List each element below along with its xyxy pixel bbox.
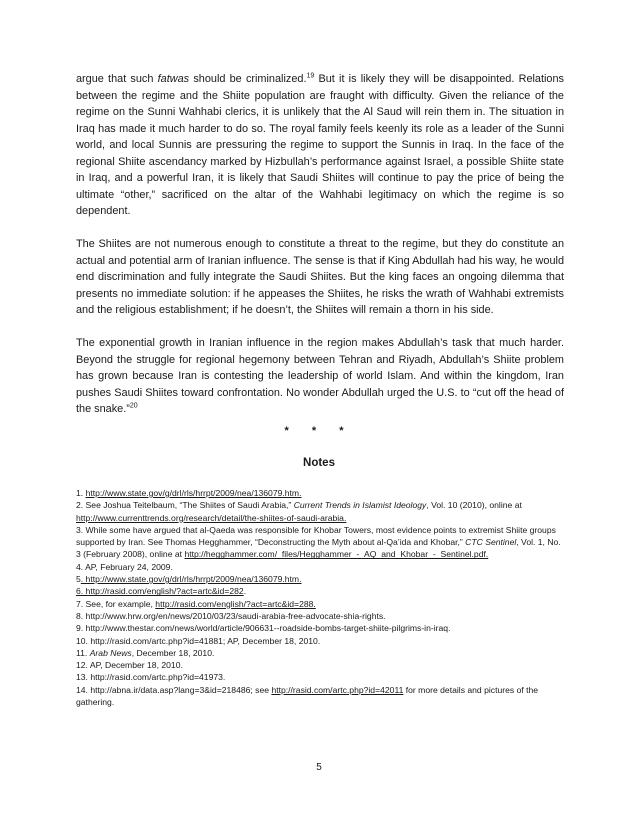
paragraph-1: argue that such fatwas should be criminalized.$^{19}$ But it is likely they will be disappointed. Relations between the regime and the Shiite population are fraught with difficulty. Given the reliance of the regime on the Sunni Wahhabi clerics, it is unlikely that the Al Saud will rein them in. The situation in Iraq has made it much harder to do so. The royal family feels keenly its role as a leader of the Sunni world, and local Sunnis are pressuring the regime to support the Sunnis in Iraq. In the face of the regional Shiite ascendancy marked by Hizbullah’s performance against Israel, a possible Shiite state in Iraq, and a powerful Iran, it is likely that Saudi Shiites will continue to pay the price of being the ultimate “other,” sacrificed on the altar of the Wahhabi legitimacy on which the regime is so dependent.	[76, 72, 564, 217]
note-2-link[interactable]: http://www.currenttrends.org/research/detail/the-shiites-of-saudi-arabia.	[76, 512, 347, 523]
paragraph-3: The exponential growth in Iranian influence in the region makes Abdullah’s task that much harder. Beyond the struggle for regional hegemony between Tehran and Riyadh, Abdullah’s Shiite problem has grown because Iran is contesting the leadership of world Islam. And within the kingdom, Iran pushes Saudi Shiites toward confrontation. No wonder Abdullah urged the U.S. to “cut off the head of the snake.”$^{20}$	[76, 337, 564, 415]
note-8: 8. http://www.hrw.org/en/news/2010/03/23/saudi-arabia-free-advocate-shia-rights.	[76, 610, 386, 621]
note-1: 1. http://www.state.gov/g/drl/rls/hrrpt/2009/nea/136079.htm.	[76, 488, 302, 498]
footnote-ref-19[interactable]: 19	[306, 72, 315, 80]
section-separator: * * *	[284, 425, 354, 437]
fatwas-term: fatwas	[157, 73, 190, 85]
note-7: 7. See, for example, http://rasid.com/english/?act=artc&id=288.	[76, 598, 316, 609]
note-11: 11. Arab News, December 18, 2010.	[76, 647, 215, 658]
note-14-link[interactable]: http://rasid.com/artc.php?id=42011	[271, 684, 404, 695]
note-6-link[interactable]: 6. http://rasid.com/english/?act=artc&id=282	[76, 586, 244, 597]
note-9: 9. http://www.thestar.com/news/world/article/906631--roadside-bombs-target-shiite-pilgrims-in-iraq.	[76, 623, 451, 634]
paragraph-2: The Shiites are not numerous enough to constitute a threat to the regime, but they do constitute an actual and potential arm of Iranian influence. The sense is that if King Abdullah had his way, he would end discrimination and fully integrate the Saudi Shiites. But the king faces an ongoing dilemma that presents no immediate solution: if he appeases the Shiites, he risks the wrath of Wahhabi extremists and the religious establishment; if he doesn’t, the Shiites will remain a thorn in his side.	[76, 238, 564, 316]
note-7-link[interactable]: http://rasid.com/english/?act=artc&id=288.	[155, 598, 316, 609]
footnote-ref-20[interactable]: 20	[129, 402, 138, 410]
notes-list	[76, 487, 564, 708]
page-number: 5	[316, 762, 322, 773]
note-2: 2. See Joshua Teitelbaum, “The Shiites of Saudi Arabia,” Current Trends in Islamist Ideology, Vol. 10 (2010), online at http://www.currenttrends.org/research/detail/the-shiites-of-saudi-arabia.	[76, 500, 522, 523]
article-body	[76, 71, 564, 434]
note-5: 5. http://www.state.gov/g/drl/rls/hrrpt/2009/nea/136079.htm.	[76, 574, 302, 585]
note-1-link[interactable]: http://www.state.gov/g/drl/rls/hrrpt/2009/nea/136079.htm.	[85, 488, 302, 498]
note-5-link[interactable]: . http://www.state.gov/g/drl/rls/hrrpt/2009/nea/136079.htm.	[80, 574, 302, 585]
notes-heading: Notes	[303, 457, 335, 469]
note-4: 4. AP, February 24, 2009.	[76, 561, 173, 572]
note-13: 13. http://rasid.com/artc.php?id=41973.	[76, 672, 226, 683]
note-14: 14. http://abna.ir/data.asp?lang=3&id=218486; see http://rasid.com/artc.php?id=42011 for more details and pictures of the gathering.	[76, 684, 539, 708]
note-6: 6. http://rasid.com/english/?act=artc&id=282.	[76, 586, 247, 597]
note-12: 12. AP, December 18, 2010.	[76, 660, 183, 671]
note-3: 3. While some have argued that al-Qaeda was responsible for Khobar Towers, most evidence points to extremist Shiite groups supported by Iran. See Thomas Hegghammer, “Deconstructing the Myth about al-Qa’ida and Khobar,” CTC Sentinel, Vol. 1, No. 3 (February 2008), online at http://hegghammer.com/_files/Hegghammer_-_AQ_and_Khobar_-_Sentinel.pdf.	[76, 524, 561, 560]
note-10: 10. http://rasid.com/artc.php?id=41881; AP, December 18, 2010.	[76, 635, 321, 646]
note-3-link[interactable]: http://hegghammer.com/_files/Hegghammer_-_AQ_and_Khobar_-_Sentinel.pdf.	[184, 549, 489, 560]
